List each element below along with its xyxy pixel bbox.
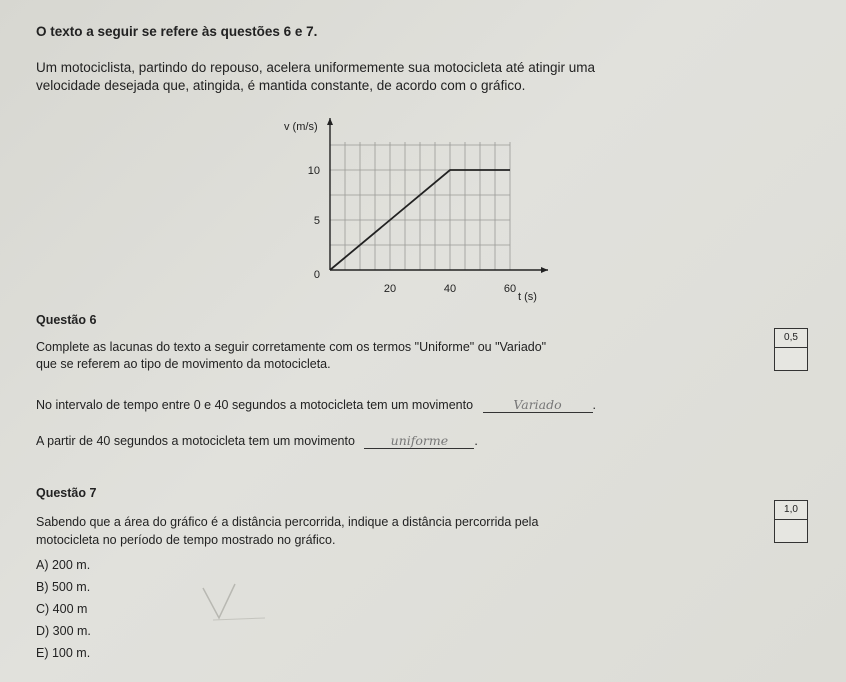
y-tick-label: 5	[313, 215, 320, 227]
q6-sentence-1-row	[36, 397, 596, 413]
q7-option-c[interactable]: C) 400 m	[36, 602, 88, 616]
x-axis-arrow	[541, 267, 548, 273]
intro-line-2: velocidade desejada que, atingida, é mantida constante, de acordo com o gráfico.	[36, 78, 526, 93]
q6-score-blank	[775, 348, 807, 370]
q7-option-e[interactable]: E) 100 m.	[36, 646, 91, 660]
y-tick-label: 10	[307, 165, 320, 177]
q7-instruction-line-2: motocicleta no período de tempo mostrado no gráfico.	[36, 533, 336, 547]
x-tick-label: 40	[443, 283, 457, 295]
y-axis-label: v (m/s)	[284, 121, 318, 133]
intro-heading: O texto a seguir se refere às questões 6 e 7.	[36, 24, 318, 39]
q6-score-value: 0,5	[775, 329, 807, 348]
y-axis-arrow	[327, 118, 333, 125]
q6-sentence-2: A partir de 40 segundos a motocicleta tem um movimento	[36, 434, 355, 448]
q7-option-d[interactable]: D) 300 m.	[36, 624, 91, 638]
q6-instruction-line-1: Complete as lacunas do texto a seguir corretamente com os termos "Uniforme" ou "Variado"	[36, 340, 547, 354]
y-tick-label: 0	[313, 269, 320, 281]
q6-score-box	[774, 328, 808, 371]
velocity-time-chart	[270, 110, 590, 310]
q6-end-mark-2: .	[474, 434, 478, 448]
x-axis-label: t (s)	[518, 291, 537, 303]
q7-instruction-line-1: Sabendo que a área do gráfico é a distância percorrida, indique a distância percorrida pela	[36, 515, 539, 529]
pencil-check-mark	[195, 578, 275, 628]
q7-score-blank	[775, 520, 807, 542]
q6-instruction-line-2: que se referem ao tipo de movimento da motocicleta.	[36, 357, 331, 371]
q6-sentence-2-row	[36, 433, 478, 449]
q7-option-b[interactable]: B) 500 m.	[36, 580, 91, 594]
q6-answer-1[interactable]: Variado	[483, 397, 593, 413]
q6-title: Questão 6	[36, 313, 97, 327]
x-tick-label: 60	[503, 283, 517, 295]
x-tick-label: 20	[383, 283, 397, 295]
q7-score-value: 1,0	[775, 501, 807, 520]
q6-sentence-1: No intervalo de tempo entre 0 e 40 segundos a motocicleta tem um movimento	[36, 398, 474, 412]
intro-line-1: Um motociclista, partindo do repouso, acelera uniformemente sua motocicleta até atingir uma	[36, 60, 596, 75]
q7-score-box	[774, 500, 808, 543]
q6-answer-2[interactable]: uniforme	[364, 433, 474, 449]
q7-option-a[interactable]: A) 200 m.	[36, 558, 91, 572]
q6-end-mark-1: .	[592, 398, 597, 412]
q7-title: Questão 7	[36, 486, 97, 500]
